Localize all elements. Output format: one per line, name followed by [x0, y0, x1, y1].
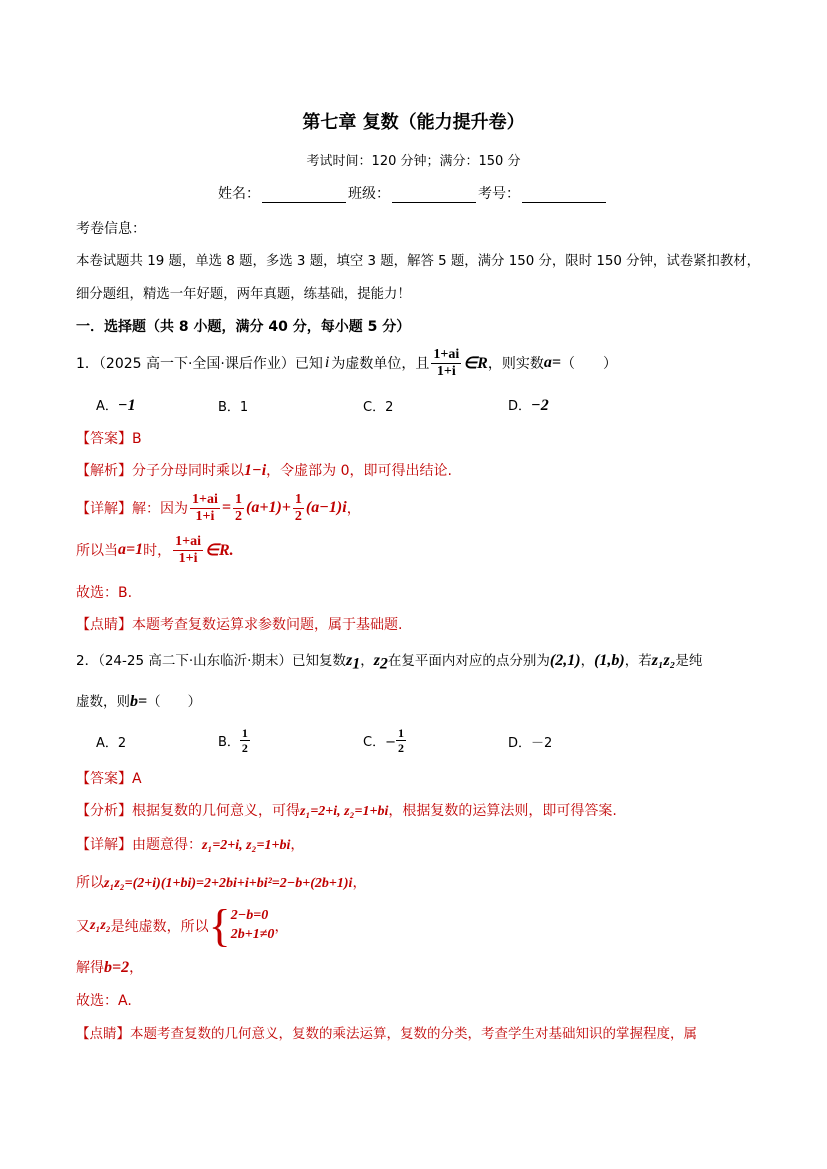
- q1-so: 所以当 a=1 时， $\frac{1+ai}{1+i}$ ∈R.: [76, 533, 234, 566]
- q2-stem-line1: 2．（24-25 高二下·山东临沂·期末）已知复数$z_1$，$z_2$在复平面内对应的点分别为(2,1)，(1,b)，若z₁z₂是纯: [76, 652, 703, 673]
- section-1-title: 一．选择题（共 8 小题，满分 40 分，每小题 5 分）: [76, 319, 411, 335]
- q1-option-c: C．2: [363, 400, 394, 415]
- q1-so-fraction: $\frac{1+ai}{1+i}$: [175, 533, 201, 566]
- student-info-row: [218, 183, 608, 203]
- q1-comment: 【点睛】本题考查复数运算求参数问题，属于基础题.: [76, 617, 403, 633]
- q1-a-eq: a=: [543, 354, 561, 371]
- name-label: 姓名：: [218, 186, 260, 202]
- equation-system: 2−b=0 2b+1≠0: [230, 908, 275, 942]
- q1-paren: （ ）: [560, 356, 617, 372]
- q1-analysis: 【解析】分子分母同时乘以1−i，令虚部为 0，即可得出结论.: [76, 462, 452, 479]
- q2-choose: 故选：A.: [76, 993, 132, 1009]
- q2-option-d: D．－2: [508, 736, 553, 751]
- q1-detail-fraction: $\frac{1+ai}{1+i}$: [192, 491, 218, 524]
- info-line-1: 本卷试题共 19 题，单选 8 题，多选 3 题，填空 3 题，解答 5 题，满分 150 分，限时 150 分钟，试卷紧扣教材，: [76, 254, 761, 269]
- q1-half-1: $\frac{1}{2}$: [235, 491, 242, 524]
- q2-analysis: 【分析】根据复数的几何意义，可得z₁=2+i, z₂=1+bi，根据复数的运算法则，即可得答案.: [76, 803, 617, 819]
- q2-option-a: A．2: [96, 736, 127, 751]
- q1-mid: 为虚数单位，且: [331, 356, 430, 372]
- q1-i: i: [324, 354, 330, 371]
- class-blank: [392, 188, 476, 203]
- q1-choose: 故选：B.: [76, 585, 133, 601]
- page-title: 第七章 复数（能力提升卷）: [302, 112, 525, 133]
- q2-answer: 【答案】A: [76, 771, 142, 787]
- q1-answer: 【答案】B: [76, 431, 142, 447]
- id-blank: [522, 188, 606, 203]
- system-brace: {: [208, 900, 231, 951]
- name-blank: [262, 188, 346, 203]
- q1-prefix: 1．（2025 高一下·全国·课后作业）已知: [76, 356, 323, 372]
- q2-stem-line2: 虚数，则b=（ ）: [76, 693, 202, 710]
- exam-info: 考试时间：120 分钟；满分：150 分: [306, 154, 521, 169]
- q1-half-2: $\frac{1}{2}$: [294, 491, 302, 524]
- q2-comment: 【点睛】本题考查复数的几何意义，复数的乘法运算，复数的分类，考查学生对基础知识的掌握程度，属: [76, 1026, 697, 1042]
- q2-solve: 解得b=2，: [76, 959, 144, 976]
- q2-also: 又 z₁z₂ 是纯虚数，所以 { 2−b=0 2b+1≠0 ，: [76, 900, 289, 951]
- q1-suffix: ，则实数: [487, 356, 544, 372]
- q2-option-b: B． $\frac{1}{2}$: [218, 725, 248, 755]
- q1-option-b: B．1: [218, 400, 249, 415]
- q1-stem: [76, 346, 617, 380]
- info-line-2: 细分题组，精选一年好题，两年真题，练基础，提能力！: [76, 287, 411, 302]
- q1-detail: 【详解】 解：因为 $\frac{1+ai}{1+i}$ = $\frac{1}{2}$ (a+1)+ $\frac{1}{2}$ (a−1)i ，: [76, 491, 361, 524]
- q1-option-a: A．−1: [96, 397, 136, 414]
- q2-so: 所以z₁z₂=(2+i)(1+bi)=2+2bi+i+bi²=2−b+(2b+1)i，: [76, 875, 367, 891]
- q1-option-d: D．−2: [508, 397, 549, 414]
- q2-detail: 【详解】由题意得：z₁=2+i, z₂=1+bi，: [76, 837, 305, 853]
- info-title: 考卷信息：: [76, 221, 146, 237]
- q1-in-r: ∈R: [463, 355, 488, 372]
- id-label: 考号：: [478, 186, 520, 202]
- class-label: 班级：: [348, 186, 390, 202]
- q1-fraction: $\frac{1+ai}{1+i}$: [433, 346, 460, 379]
- q2-option-c: C．− $\frac{1}{2}$: [363, 725, 404, 755]
